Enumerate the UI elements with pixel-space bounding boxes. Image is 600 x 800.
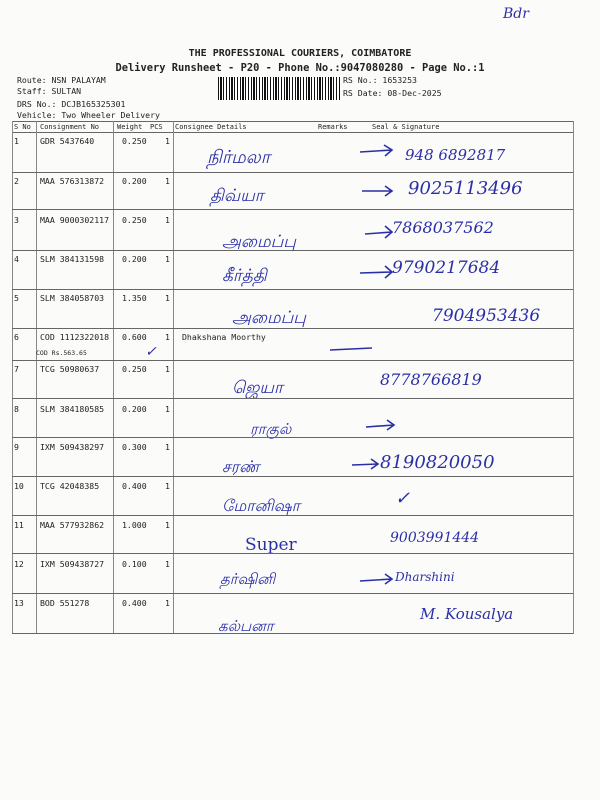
handwritten-consignee: நிர்மலா	[207, 147, 271, 168]
row-cod-amount: COD Rs.563.65	[36, 349, 87, 357]
vehicle-label: Vehicle: Two Wheeler Delivery	[17, 110, 160, 120]
check-mark-icon: ✓	[395, 488, 411, 509]
dash-stroke	[330, 348, 372, 350]
row-pcs: 1	[165, 559, 170, 569]
row-weight: 0.250	[122, 215, 147, 225]
arrow-icon	[365, 226, 392, 238]
arrow-icon	[360, 266, 392, 278]
row-pcs: 1	[165, 520, 170, 530]
row-consignment-no: IXM 509438727	[40, 559, 105, 569]
row-consignment-no: TCG 42048385	[40, 481, 100, 491]
row-sno: 4	[14, 254, 19, 264]
staff-label: Staff: SULTAN	[17, 86, 82, 96]
route-label: Route: NSN PALAYAM	[17, 75, 106, 85]
col-seal-signature: Seal & Signature	[372, 123, 440, 131]
row-sno: 7	[14, 364, 19, 374]
row-sno: 13	[14, 598, 24, 608]
row-weight: 0.400	[122, 598, 147, 608]
row-pcs: 1	[165, 293, 170, 303]
col-remarks: Remarks	[318, 123, 348, 131]
col-sno: S No	[14, 123, 31, 131]
drs-label: DRS No.: DCJB165325301	[17, 99, 126, 109]
row-pcs: 1	[165, 442, 170, 452]
arrow-icon	[362, 186, 392, 196]
row-weight: 0.100	[122, 559, 147, 569]
col-weight: Weight	[117, 123, 143, 131]
check-mark-icon: ✓	[145, 344, 157, 360]
row-pcs: 1	[165, 215, 170, 225]
handwritten-signature: 9025113496	[408, 178, 523, 199]
row-pcs: 1	[165, 404, 170, 414]
row-consignment-no: SLM 384131598	[40, 254, 105, 264]
row-consignment-no: TCG 50980637	[40, 364, 100, 374]
col-consignment: Consignment No	[40, 123, 100, 131]
rs-number: RS No.: 1653253	[343, 75, 417, 85]
row-sno: 5	[14, 293, 19, 303]
row-pcs: 1	[165, 364, 170, 374]
handwritten-consignee: Super	[245, 535, 297, 555]
handwritten-consignee: அமைப்பு	[222, 232, 296, 252]
row-consignment-no: COD 1112322018	[40, 332, 110, 342]
handwritten-signature: M. Kousalya	[420, 605, 514, 623]
row-consignment-no: MAA 577932862	[40, 520, 105, 530]
row-sno: 9	[14, 442, 19, 452]
row-weight: 0.200	[122, 404, 147, 414]
row-sno: 8	[14, 404, 19, 414]
row-weight: 1.000	[122, 520, 147, 530]
handwritten-consignee: மோனிஷா	[222, 496, 300, 515]
row-consignment-no: MAA 9000302117	[40, 215, 110, 225]
handwritten-signature: 8190820050	[380, 452, 495, 473]
row-weight: 0.300	[122, 442, 147, 452]
row-weight: 0.400	[122, 481, 147, 491]
col-pcs: PCS	[150, 123, 163, 131]
handwritten-consignee: கல்பனா	[218, 617, 274, 635]
row-pcs: 1	[165, 332, 170, 342]
row-pcs: 1	[165, 481, 170, 491]
row-consignment-no: SLM 384058703	[40, 293, 105, 303]
company-title: THE PROFESSIONAL COURIERS, COIMBATORE	[188, 48, 412, 59]
arrow-icon	[366, 420, 394, 430]
arrow-icon	[360, 145, 392, 156]
row-sno: 3	[14, 215, 19, 225]
row-pcs: 1	[165, 598, 170, 608]
handwritten-consignee: ராகுல்	[250, 420, 292, 438]
handwritten-signature: 8778766819	[380, 370, 482, 389]
row-consignment-no: BOD 551278	[40, 598, 90, 608]
row-consignment-no: IXM 509438297	[40, 442, 105, 452]
row-weight: 0.200	[122, 176, 147, 186]
handwritten-consignee: அமைப்பு	[232, 308, 306, 328]
row-consignment-no: GDR 5437640	[40, 136, 95, 146]
row-pcs: 1	[165, 136, 170, 146]
row-weight: 1.350	[122, 293, 147, 303]
handwritten-consignee: சரண்	[222, 457, 260, 476]
rs-date: RS Date: 08-Dec-2025	[343, 88, 442, 98]
handwritten-signature: 9003991444	[390, 530, 480, 546]
handwritten-signature: 9790217684	[392, 258, 501, 278]
handwritten-consignee: கீர்த்தி	[222, 266, 267, 286]
row-sno: 6	[14, 332, 19, 342]
row-consignment-no: MAA 576313872	[40, 176, 105, 186]
row-pcs: 1	[165, 176, 170, 186]
row-weight: 0.600	[122, 332, 147, 342]
arrow-icon	[360, 574, 392, 584]
row-consignment-no: SLM 384180585	[40, 404, 105, 414]
row-consignee-details: Dhakshana Moorthy	[182, 332, 266, 342]
handwritten-consignee: ஜெயா	[232, 378, 283, 398]
row-sno: 11	[14, 520, 24, 530]
col-consignee-details: Consignee Details	[175, 123, 247, 131]
row-sno: 2	[14, 176, 19, 186]
row-sno: 12	[14, 559, 24, 569]
arrow-icon	[352, 459, 378, 469]
row-weight: 0.250	[122, 136, 147, 146]
row-pcs: 1	[165, 254, 170, 264]
runsheet-subtitle: Delivery Runsheet - P20 - Phone No.:9047080280 - Page No.:1	[115, 62, 485, 74]
handwritten-signature: 7904953436	[432, 306, 541, 326]
row-sno: 10	[14, 481, 24, 491]
handwritten-consignee: தர்ஷினி	[220, 570, 276, 588]
handwritten-consignee: திவ்யா	[210, 186, 264, 206]
handwritten-signature: Dharshini	[395, 570, 455, 584]
handwritten-signature: 948 6892817	[405, 146, 506, 164]
row-sno: 1	[14, 136, 19, 146]
corner-handwritten-note: Bdr	[503, 6, 529, 22]
handwritten-signature: 7868037562	[392, 218, 494, 237]
row-weight: 0.200	[122, 254, 147, 264]
row-weight: 0.250	[122, 364, 147, 374]
